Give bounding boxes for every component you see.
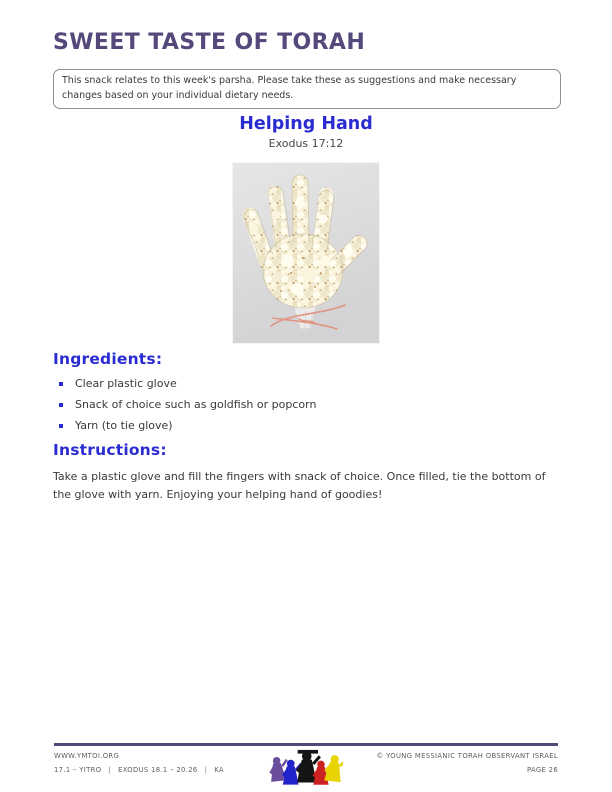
recipe-photo [233,163,379,343]
footer-level: KA [214,766,224,774]
ingredient-item: Yarn (to tie glove) [53,419,559,432]
ingredient-item: Clear plastic glove [53,377,559,390]
popcorn-glove-illustration [233,163,379,343]
footer-right [377,752,559,774]
recipe-verse: Exodus 17:12 [268,137,344,150]
recipe-title: Helping Hand [239,114,373,134]
instructions-text: Take a plastic glove and fill the fingers with snack of choice. Once filled, tie the bottom of the glove with yarn. Enjoying your helping hand of goodies! [53,470,546,501]
ingredients-section [53,350,559,440]
ymtoi-logo [269,746,343,789]
ingredients-list [53,377,559,432]
page-title: SWEET TASTE OF TORAH [53,30,366,55]
recipe-header [0,114,612,150]
footer-left [54,752,224,774]
footer-portion: 17.1 – YITRO [54,766,102,774]
footer-website: WWW.YMTOI.ORG [54,752,120,760]
ingredients-heading: Ingredients: [53,350,163,368]
instructions-section [53,441,559,503]
note-text: This snack relates to this week's parsha. Please take these as suggestions and make necessary changes based on your individual dietary needs. [62,75,517,101]
footer-reading: EXODUS 18.1 – 20.26 [118,766,198,774]
footer-separator: | [108,766,112,774]
instructions-heading: Instructions: [53,441,167,459]
footer-copyright: © YOUNG MESSIANIC TORAH OBSERVANT ISRAEL [376,752,558,760]
note-box [53,69,561,109]
footer-separator: | [204,766,208,774]
ingredient-item: Snack of choice such as goldfish or popcorn [53,398,559,411]
footer-page-number: PAGE 26 [526,766,558,774]
